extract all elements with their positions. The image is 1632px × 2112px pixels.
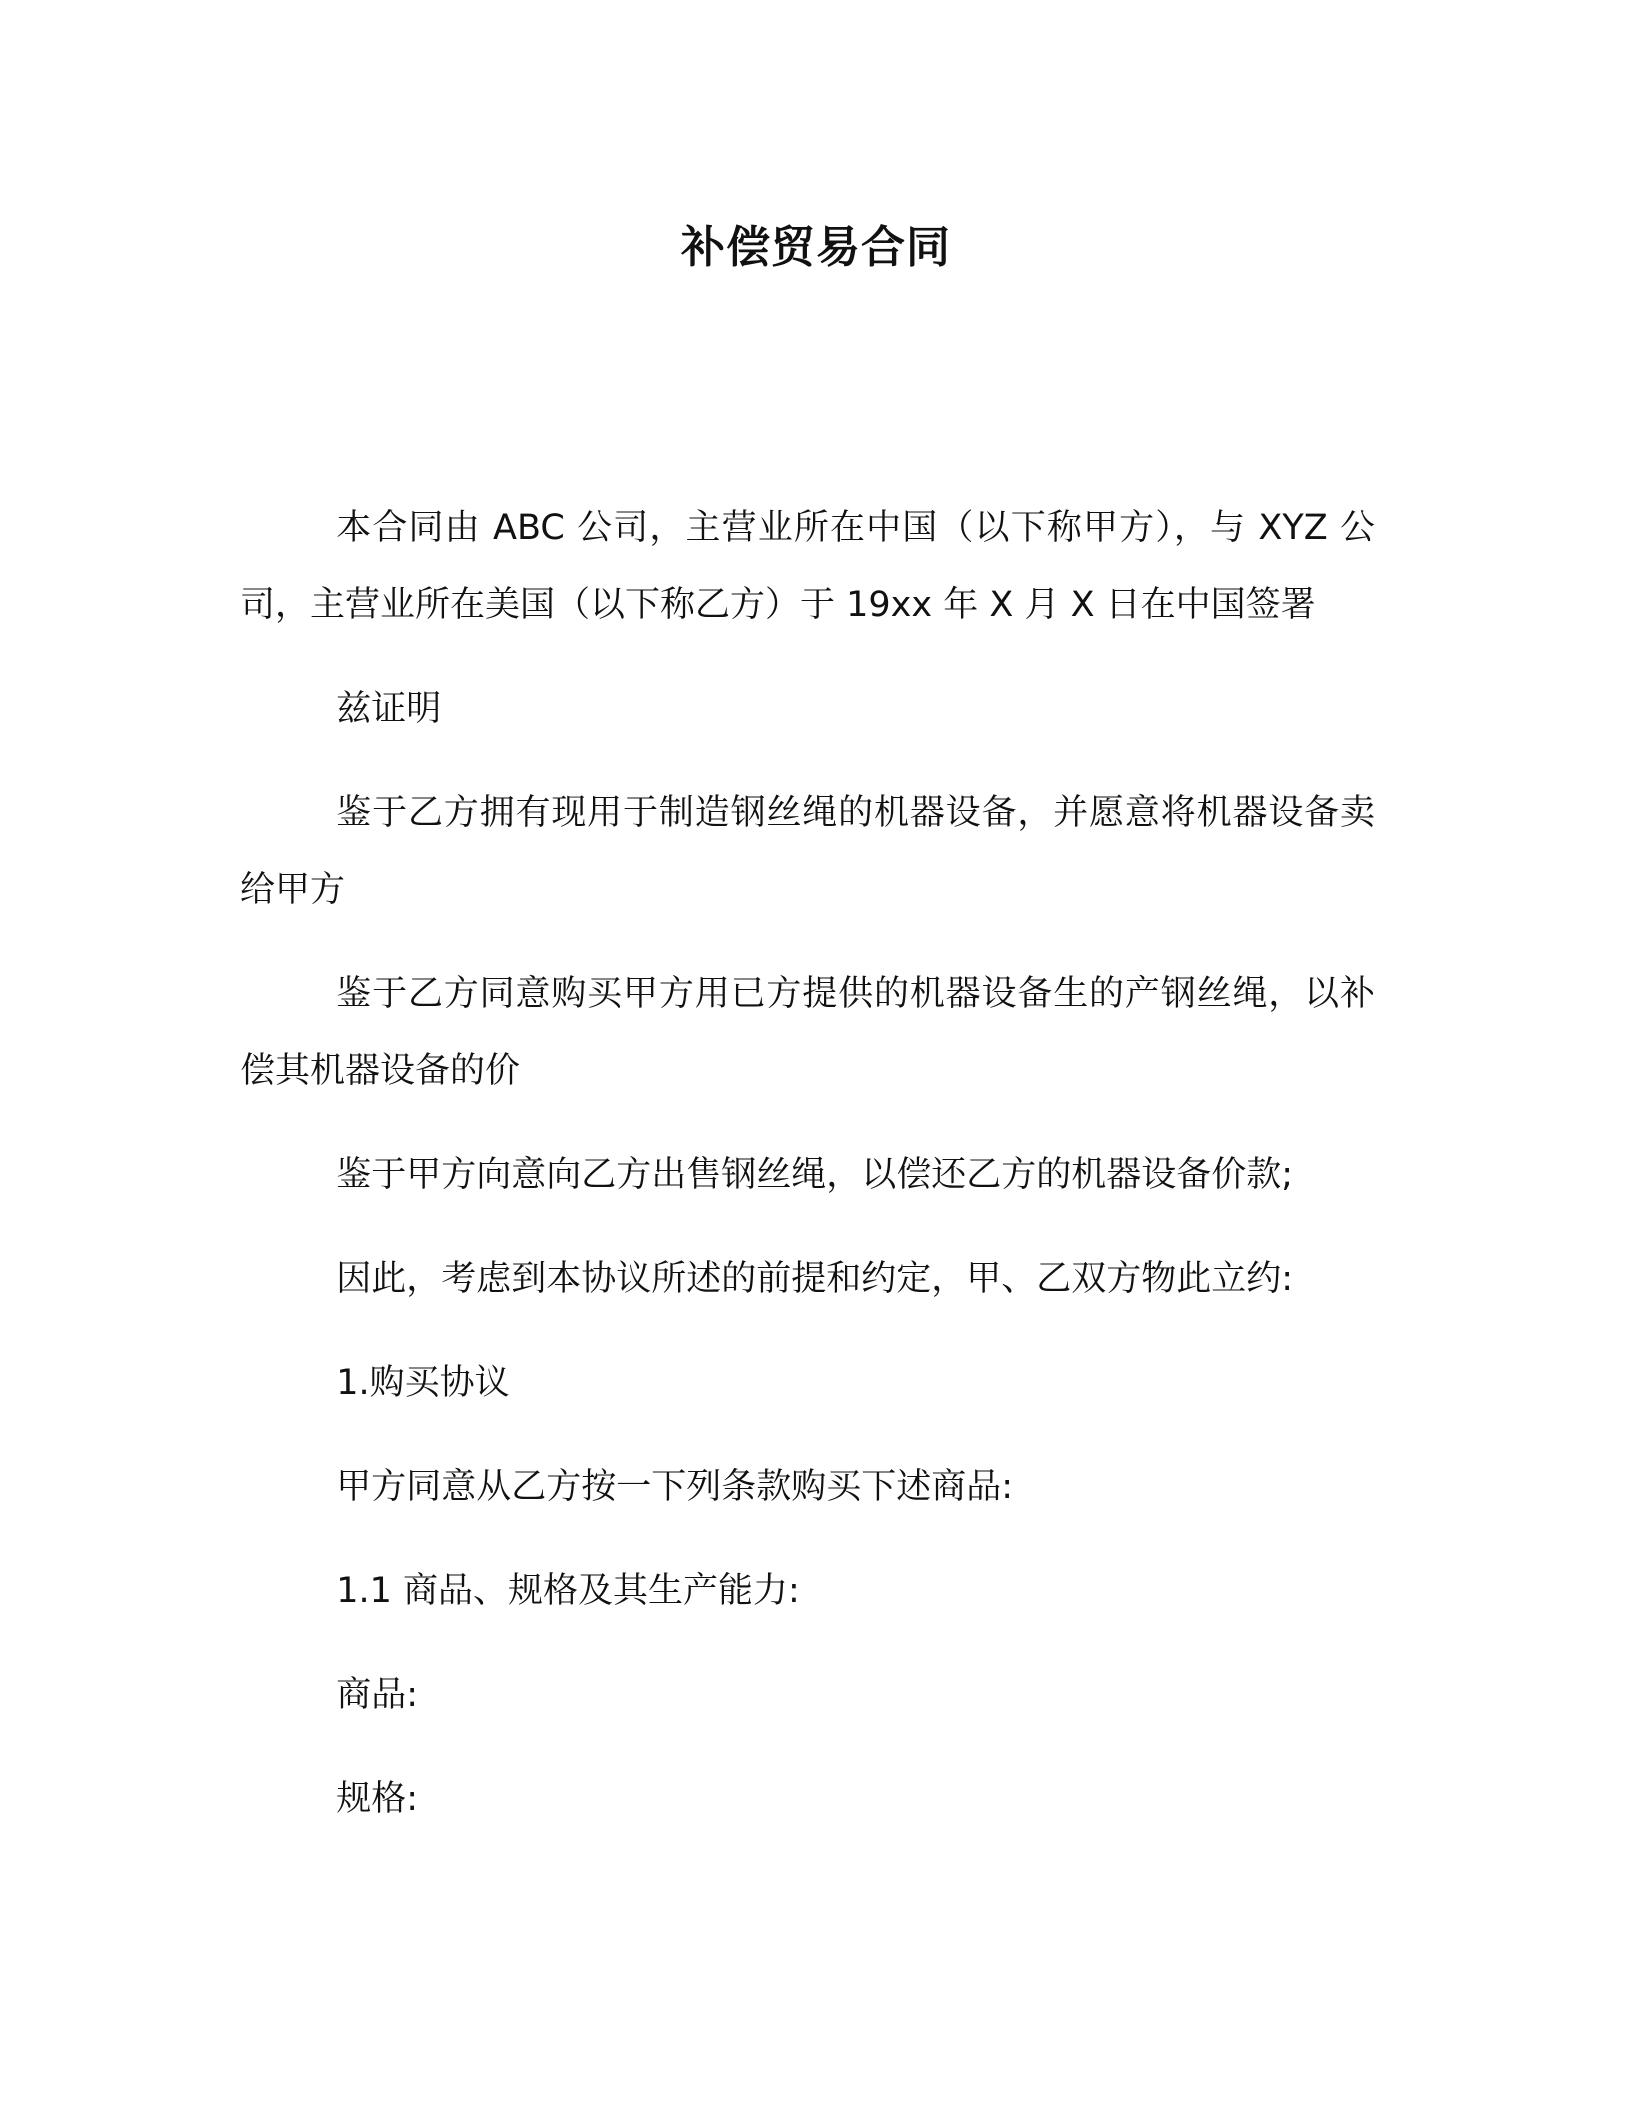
- field-label-specifications: 规格:: [336, 1779, 419, 1819]
- paragraph-purchase-terms: 甲方同意从乙方按一下列条款购买下述商品:: [336, 1467, 1014, 1507]
- document-body: [240, 490, 1375, 1865]
- paragraph-parties: 本合同由 ABC 公司，主营业所在中国（以下称甲方），与 XYZ 公司，主营业所在美国（以下称乙方）于 19xx 年 X 月 X 日在中国签署: [240, 508, 1375, 625]
- document-title: 补偿贸易合同: [681, 222, 951, 273]
- paragraph-whereas-sale: 鉴于甲方向意向乙方出售钢丝绳，以偿还乙方的机器设备价款;: [336, 1155, 1294, 1195]
- subsection-heading-goods-specs: 1.1 商品、规格及其生产能力:: [336, 1571, 800, 1611]
- paragraph-whereas-equipment: 鉴于乙方拥有现用于制造钢丝绳的机器设备，并愿意将机器设备卖给甲方: [240, 793, 1375, 910]
- paragraph-whereas-purchase: 鉴于乙方同意购买甲方用已方提供的机器设备生的产钢丝绳，以补偿其机器设备的价: [240, 974, 1375, 1091]
- paragraph-therefore: 因此，考虑到本协议所述的前提和约定，甲、乙双方物此立约:: [336, 1259, 1294, 1299]
- field-label-goods: 商品:: [336, 1675, 419, 1715]
- section-heading-purchase-agreement: 1.购买协议: [336, 1363, 510, 1403]
- paragraph-witnesseth: 兹证明: [336, 689, 442, 729]
